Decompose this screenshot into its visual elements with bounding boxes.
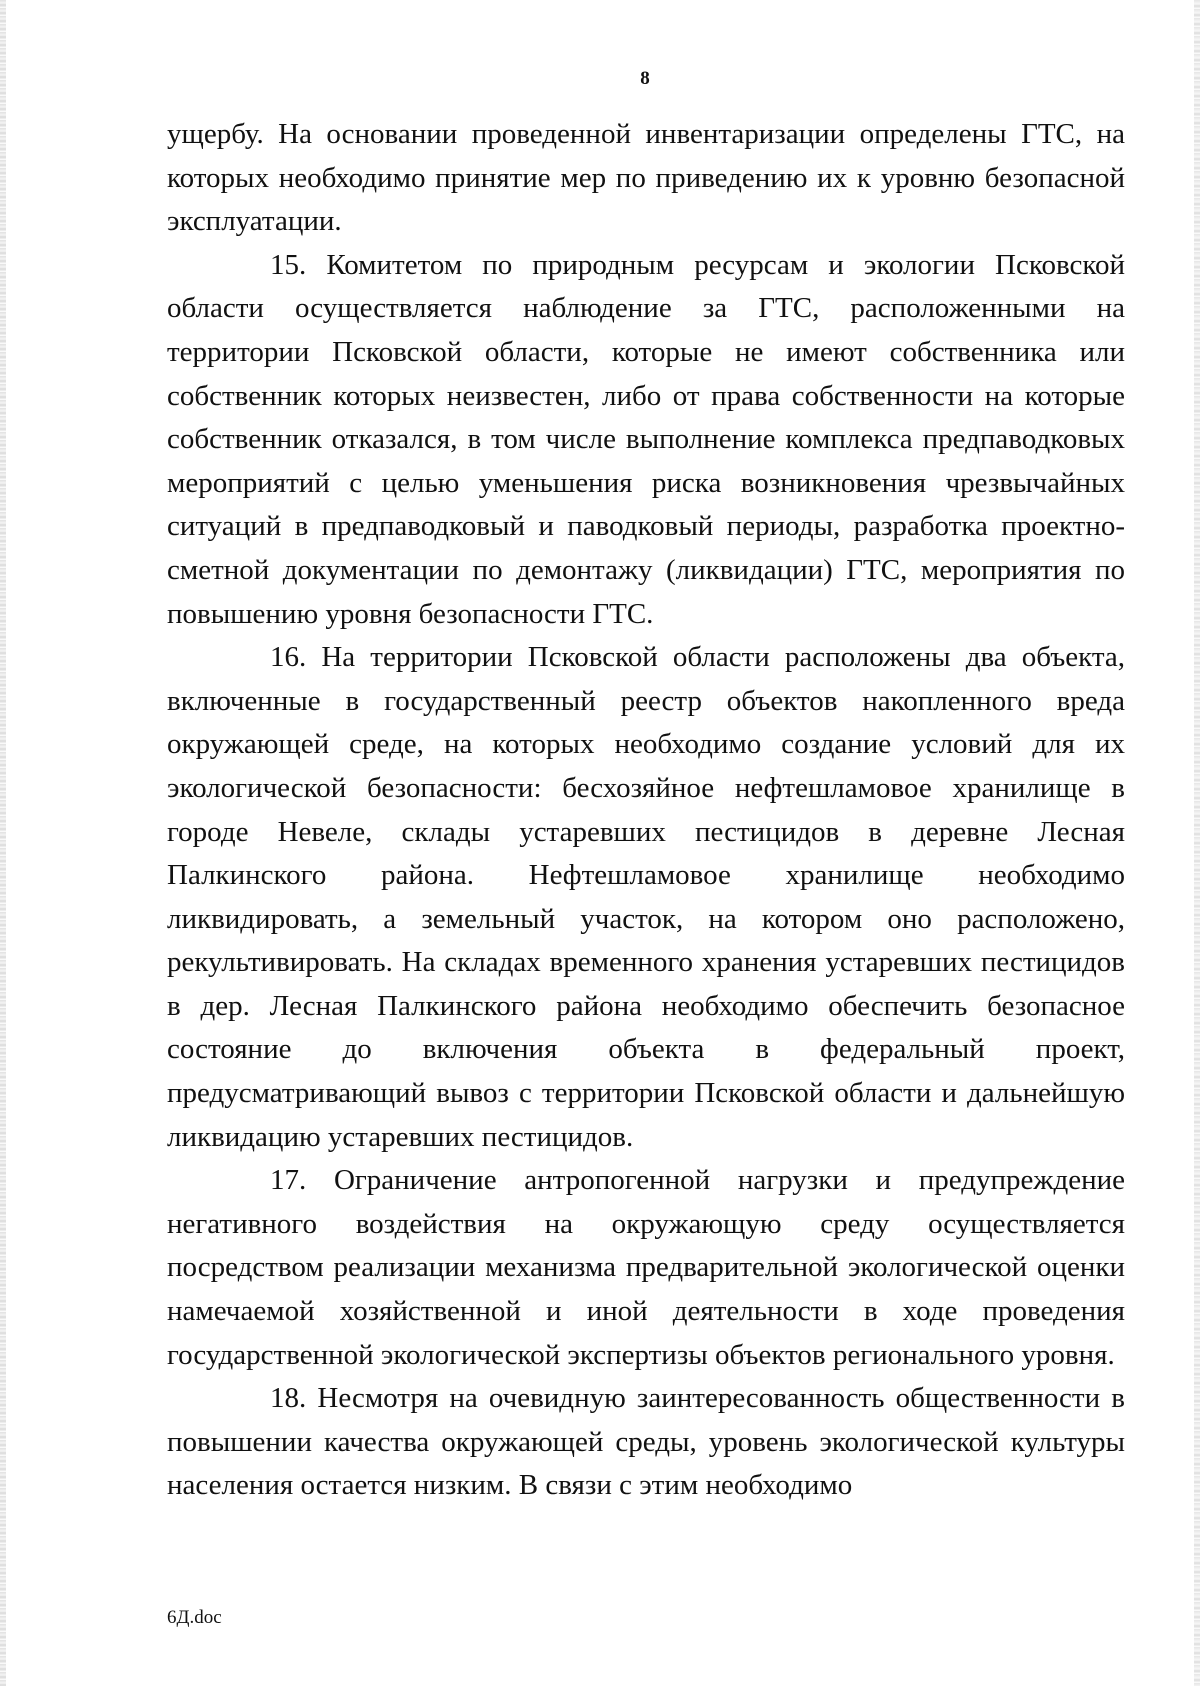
document-body xyxy=(167,113,1125,1508)
paragraph-18: 18. Несмотря на очевидную заинтересованность общественности в повышении качества окружающей среды, уровень экологической культуры населения остается низким. В связи с этим необходимо xyxy=(167,1382,1125,1502)
paragraph-continuation: ущербу. На основании проведенной инвентаризации определены ГТС, на которых необходимо принятие мер по приведению их к уровню безопасной эксплуатации. xyxy=(167,118,1125,238)
footer-filename: 6Д.doc xyxy=(167,1607,222,1628)
scan-edge-left xyxy=(0,0,6,1686)
scan-edge-right xyxy=(1194,0,1200,1686)
paragraph-17: 17. Ограничение антропогенной нагрузки и предупреждение негативного воздействия на окружающую среду осуществляется посредством реализации механизма предварительной экологической оценки намечаемой хозяйственной и иной деятельности в ходе проведения государственной экологической экспертизы объектов регионального уровня. xyxy=(167,1164,1125,1371)
paragraph-15: 15. Комитетом по природным ресурсам и экологии Псковской области осуществляется наблюдение за ГТС, расположенными на территории Псковской области, которые не имеют собственника или собственник которых неизвестен, либо от права собственности на которые собственник отказался, в том числе выполнение комплекса предпаводковых мероприятий с целью уменьшения риска возникновения чрезвычайных ситуаций в предпаводковый и паводковый периоды, разработка проектно-сметной документации по демонтажу (ликвидации) ГТС, мероприятия по повышению уровня безопасности ГТС. xyxy=(167,248,1125,630)
paragraph-16: 16. На территории Псковской области расположены два объекта, включенные в государственный реестр объектов накопленного вреда окружающей среде, на которых необходимо создание условий для их экологической безопасности: бесхозяйное нефтешламовое хранилище в городе Невеле, склады устаревших пестицидов в деревне Лесная Палкинского района. Нефтешламовое хранилище необходимо ликвидировать, а земельный участок, на котором оно расположено, рекультивировать. На складах временного хранения устаревших пестицидов в дер. Лесная Палкинского района необходимо обеспечить безопасное состояние до включения объекта в федеральный проект, предусматривающий вывоз с территории Псковской области и дальнейшую ликвидацию устаревших пестицидов. xyxy=(167,641,1125,1153)
page-number: 8 xyxy=(640,68,650,89)
